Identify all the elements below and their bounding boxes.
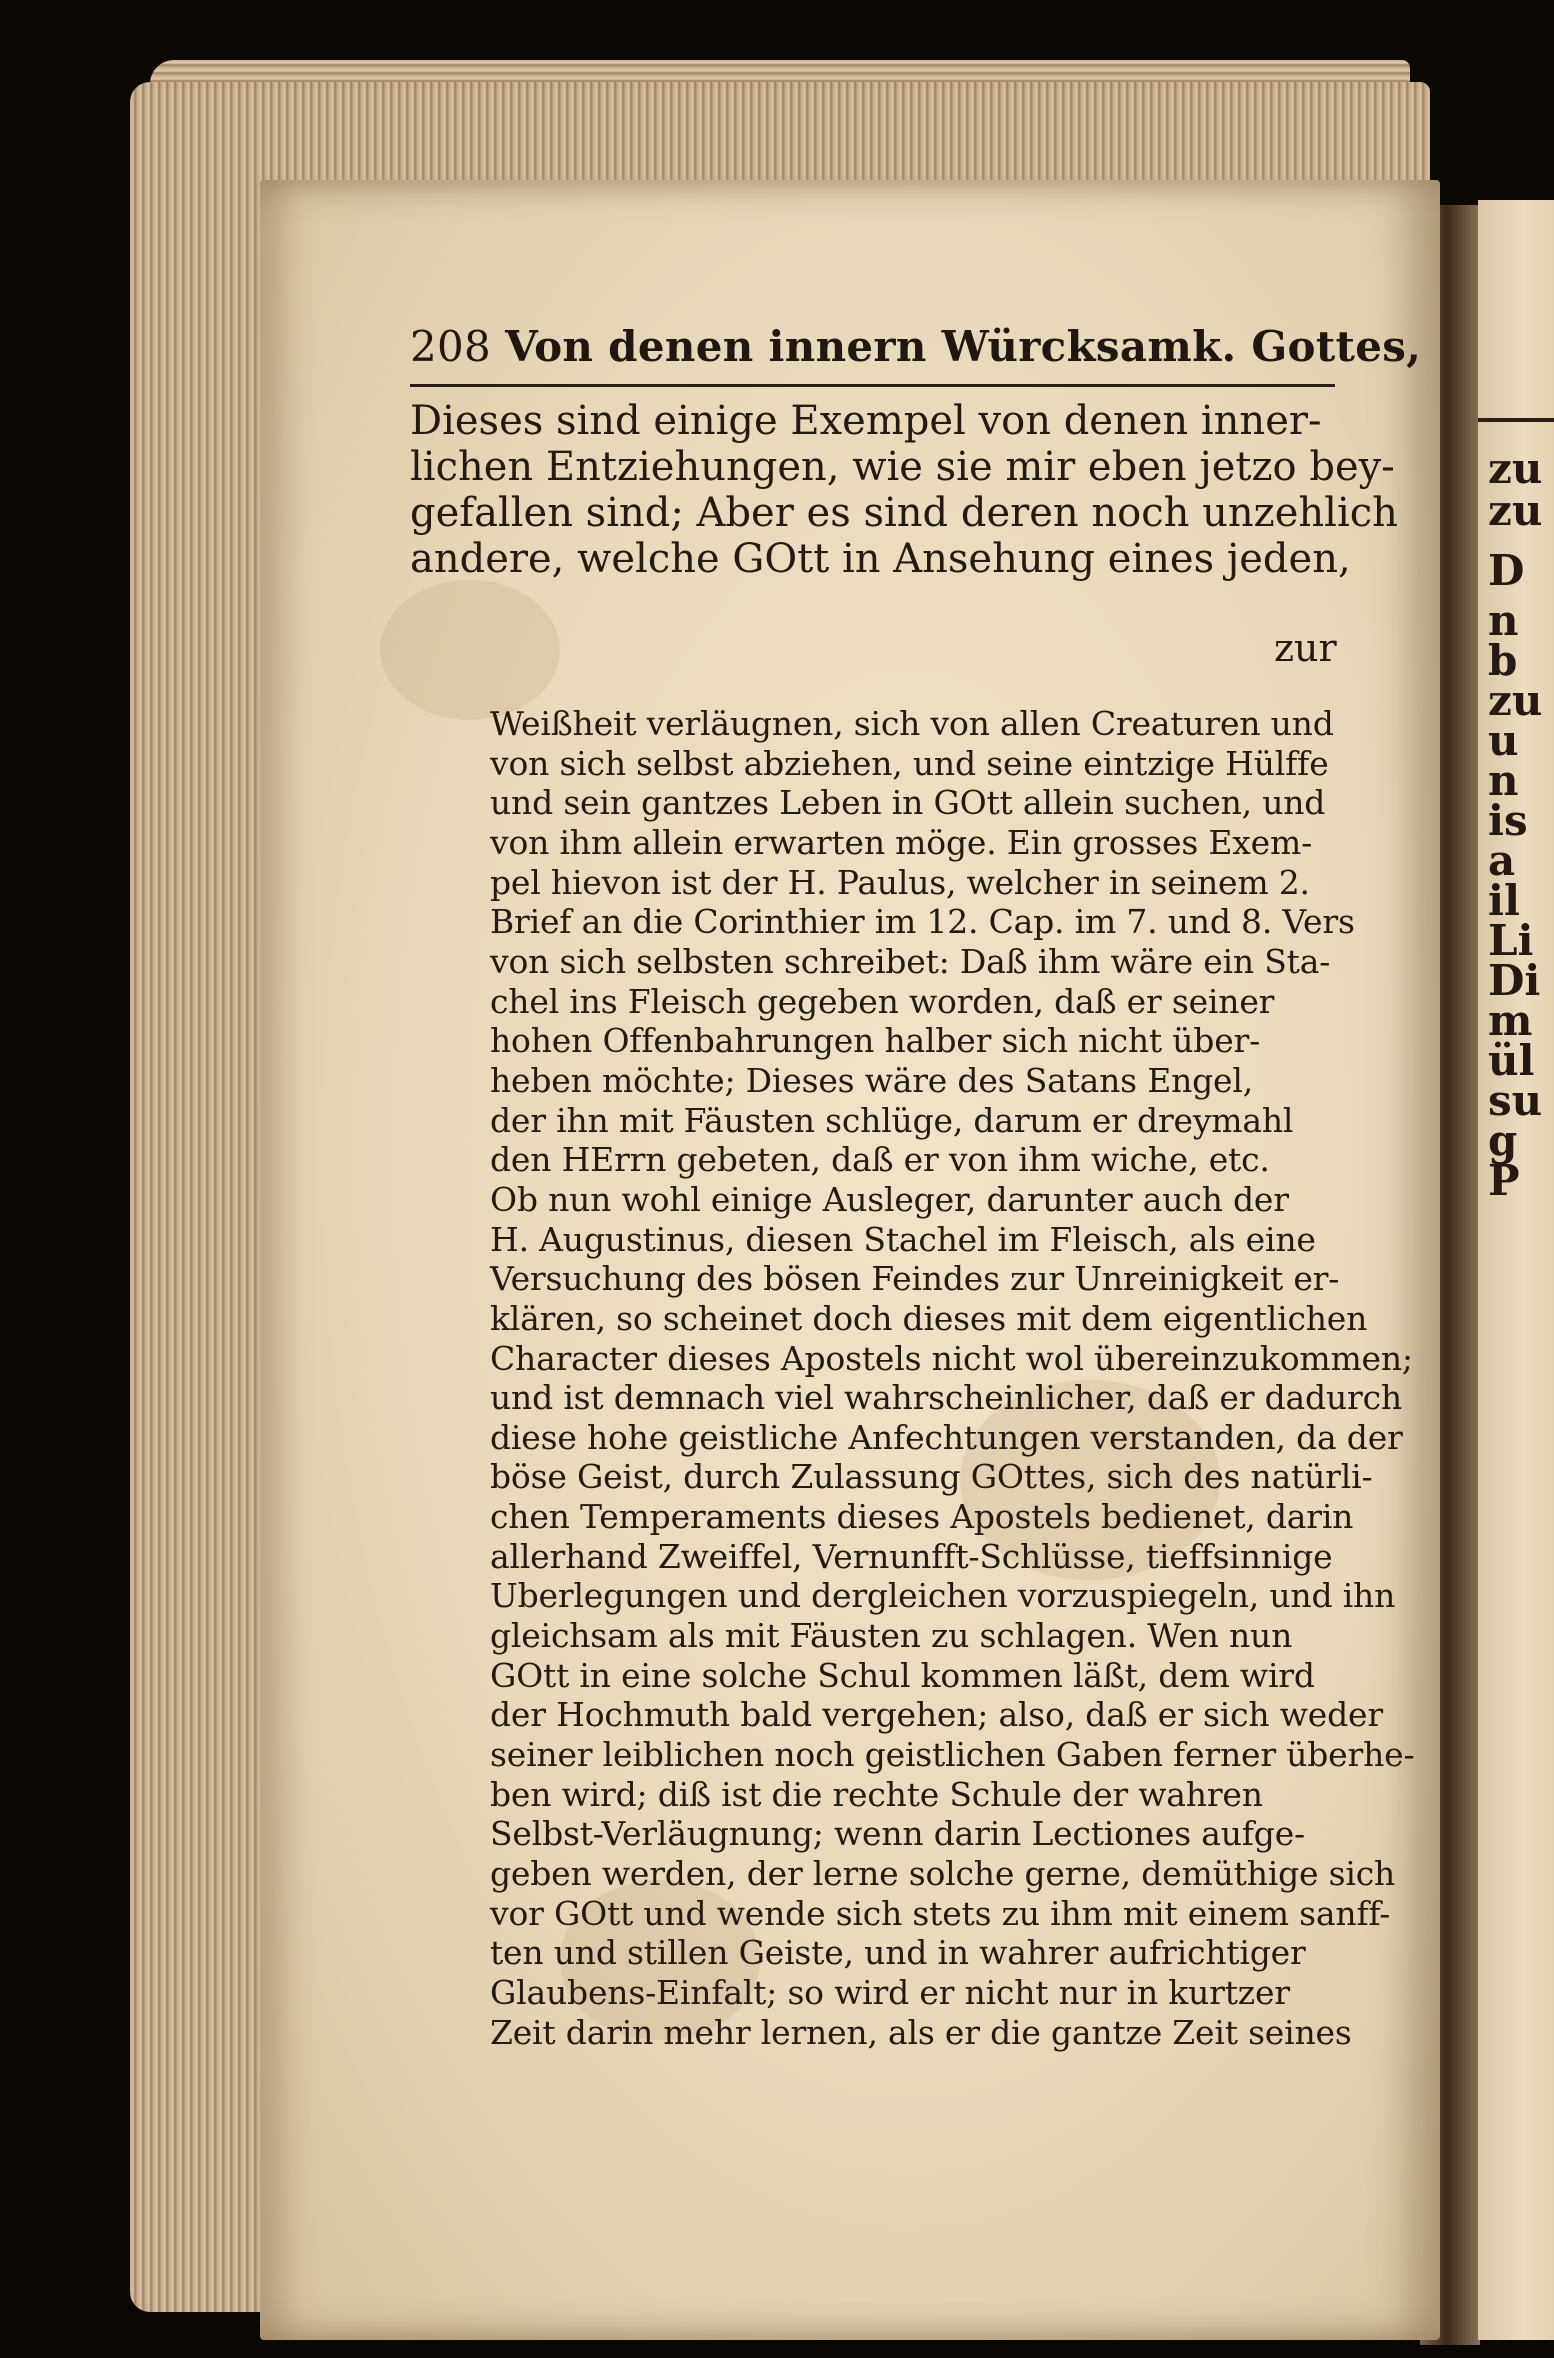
facing-page-fragment: n (1488, 756, 1519, 805)
facing-page-fragment: a (1488, 836, 1516, 885)
text-line: der Hochmuth bald vergehen; also, daß er sich weder (490, 1695, 1383, 1735)
catchword: zur (1274, 626, 1337, 670)
facing-page-fragment: n (1488, 596, 1519, 645)
text-line: Dieses sind einige Exempel von denen inner- (410, 398, 1322, 444)
text-line: Zeit darin mehr lernen, als er die gantze Zeit seines (490, 2012, 1352, 2052)
text-line: den HErrn gebeten, daß er von ihm wiche, etc. (490, 1140, 1270, 1180)
facing-page-fragment: il (1488, 876, 1520, 925)
facing-page (1478, 200, 1554, 2340)
facing-page-fragment: Li (1488, 916, 1534, 965)
text-line: vor GOtt und wende sich stets zu ihm mit einem sanff- (490, 1893, 1391, 1933)
body-paragraph (490, 704, 1414, 2052)
text-line: seiner leiblichen noch geistlichen Gaben ferner überhe- (490, 1735, 1415, 1775)
text-line: Versuchung des bösen Feindes zur Unreinigkeit er- (490, 1259, 1340, 1299)
text-line: geben werden, der lerne solche gerne, demüthige sich (490, 1854, 1396, 1894)
text-line: Ob nun wohl einige Ausleger, darunter auch der (490, 1179, 1289, 1219)
text-line: und ist demnach viel wahrscheinlicher, daß er dadurch (490, 1378, 1402, 1418)
text-line: Selbst-Verläugnung; wenn darin Lectiones aufge- (490, 1814, 1305, 1854)
text-line: der ihn mit Fäusten schlüge, darum er dreymahl (490, 1100, 1294, 1140)
facing-page-fragment: u (1488, 716, 1519, 765)
text-line: diese hohe geistliche Anfechtungen verstanden, da der (490, 1417, 1403, 1457)
page-number: 208 (410, 322, 492, 371)
text-line: gleichsam als mit Fäusten zu schlagen. Wen nun (490, 1616, 1293, 1656)
text-line: Uberlegungen und dergleichen vorzuspiegeln, und ihn (490, 1576, 1396, 1616)
facing-page-fragment: zu (1488, 486, 1543, 535)
lead-paragraph (410, 398, 1398, 582)
text-line: böse Geist, durch Zulassung GOttes, sich des natürli- (490, 1457, 1373, 1497)
text-line: Brief an die Corinthier im 12. Cap. im 7. und 8. Vers (490, 902, 1355, 942)
facing-page-fragment: D (1488, 546, 1525, 595)
text-line: von ihm allein erwarten möge. Ein grosses Exem- (490, 822, 1313, 862)
text-line: chen Temperaments dieses Apostels bedienet, darin (490, 1497, 1354, 1537)
facing-page-fragment: Di (1488, 956, 1541, 1005)
text-line: H. Augustinus, diesen Stachel im Fleisch, als eine (490, 1219, 1316, 1259)
text-line: heben möchte; Dieses wäre des Satans Engel, (490, 1060, 1254, 1100)
facing-page-fragment: su (1488, 1076, 1543, 1125)
facing-page-fragment: b (1488, 636, 1518, 685)
text-line: klären, so scheinet doch dieses mit dem eigentlichen (490, 1298, 1368, 1338)
text-line: chel ins Fleisch gegeben worden, daß er seiner (490, 981, 1275, 1021)
text-line: von sich selbst abziehen, und seine eintzige Hülffe (490, 743, 1329, 783)
text-line: Weißheit verläugnen, sich von allen Creaturen und (490, 704, 1334, 743)
text-line: gefallen sind; Aber es sind deren noch unzehlich (410, 490, 1398, 536)
facing-page-rule (1478, 418, 1554, 422)
text-line: Character dieses Apostels nicht wol übereinzukommen; (490, 1338, 1413, 1378)
facing-page-fragment: is (1488, 796, 1528, 845)
header-rule (410, 384, 1335, 387)
text-line: von sich selbsten schreibet: Daß ihm wäre ein Sta- (490, 941, 1331, 981)
facing-page-fragment: P (1488, 1156, 1520, 1205)
text-line: allerhand Zweiffel, Vernunfft-Schlüsse, tieffsinnige (490, 1536, 1333, 1576)
text-line: ten und stillen Geiste, und in wahrer aufrichtiger (490, 1933, 1306, 1973)
facing-page-fragment: g (1488, 1116, 1518, 1165)
running-header (410, 322, 1422, 382)
running-head-title: Von denen innern Würcksamk. Gottes, (505, 322, 1422, 371)
facing-page-fragment: ül (1488, 1036, 1535, 1085)
text-line: ben wird; diß ist die rechte Schule der wahren (490, 1774, 1263, 1814)
text-line: und sein gantzes Leben in GOtt allein suchen, und (490, 783, 1326, 823)
facing-page-fragment: zu (1488, 444, 1543, 493)
text-line: GOtt in eine solche Schul kommen läßt, dem wird (490, 1655, 1315, 1695)
text-line: lichen Entziehungen, wie sie mir eben jetzo bey- (410, 444, 1395, 490)
facing-page-fragment: zu (1488, 676, 1543, 725)
text-line: andere, welche GOtt in Ansehung eines jeden, (410, 536, 1351, 582)
text-line: pel hievon ist der H. Paulus, welcher in seinem 2. (490, 862, 1310, 902)
text-line: Glaubens-Einfalt; so wird er nicht nur in kurtzer (490, 1973, 1290, 2012)
facing-page-fragment: m (1488, 996, 1533, 1045)
text-line: hohen Offenbahrungen halber sich nicht über- (490, 1021, 1261, 1061)
